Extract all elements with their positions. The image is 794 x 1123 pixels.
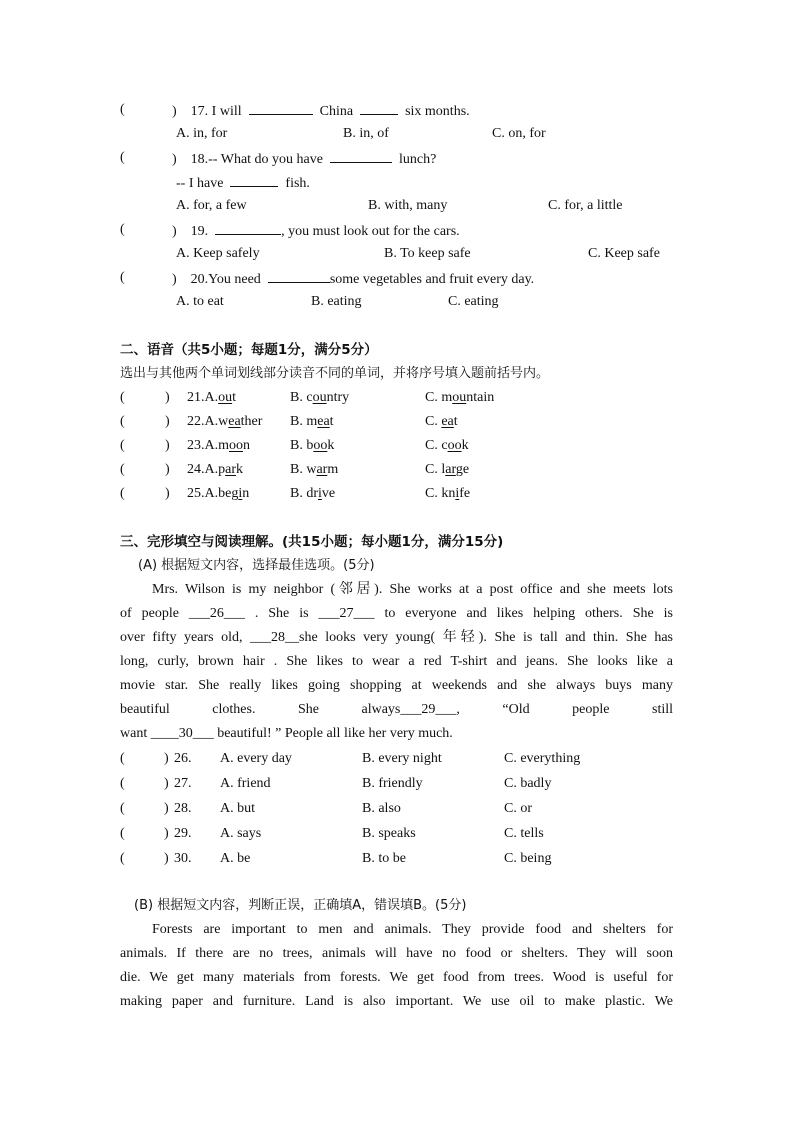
answer-paren-open: ( (120, 150, 125, 165)
question-17 (120, 100, 125, 120)
question-20-stem (172, 268, 534, 290)
question-20-text: 20.You need (190, 272, 261, 287)
option-c (425, 484, 470, 504)
option-suffix: t (232, 390, 237, 405)
option-b: B. every night (362, 751, 442, 766)
underlined-sound: ea (441, 414, 454, 429)
passage-line: animals. If there are no trees, animals will have no food or shelters. They will soon (120, 946, 673, 961)
answer-paren-open: ( (120, 102, 125, 117)
option-b: B. friendly (362, 776, 423, 791)
underlined-sound: ea (317, 414, 330, 429)
answer-paren-close: ) (172, 104, 177, 119)
option-a: A. but (220, 801, 255, 816)
option-suffix: t (329, 414, 334, 429)
option-b: B. with, many (368, 198, 448, 213)
underlined-sound: ou (312, 390, 327, 405)
option-prefix: B. b (290, 438, 314, 453)
option-prefix: 23.A.m (187, 438, 229, 453)
blank (230, 172, 278, 187)
section-title: 二、语音（共5小题；每题1分，满分5分） (120, 342, 378, 358)
option-c: C. everything (504, 751, 581, 766)
option-b (290, 484, 335, 504)
underlined-sound: ea (228, 414, 241, 429)
option-prefix: 21.A. (187, 390, 219, 405)
option-a: A. in, for (176, 126, 228, 141)
blank (249, 100, 313, 115)
option-prefix: B. c (290, 390, 313, 405)
question-18-stem (172, 148, 436, 170)
option-suffix: t (453, 414, 458, 429)
answer-paren-close: ) (165, 414, 170, 429)
question-17-text: six months. (405, 104, 470, 119)
question-19-text: 19. (190, 224, 209, 239)
option-a: A. be (220, 851, 251, 866)
part-b-title: (B) 根据短文内容，判断正误，正确填A，错误填B。(5分) (134, 898, 467, 913)
question-19-text: , you must look out for the cars. (281, 224, 460, 239)
option-b (290, 388, 349, 408)
option-c: C. or (504, 801, 532, 816)
question-20-text: some vegetables and fruit every day. (329, 272, 535, 287)
option-prefix: 25.A.beg (187, 486, 239, 501)
option-b: B. to be (362, 851, 406, 866)
passage-line: want ____30___ beautiful! ” People all like her very much. (120, 726, 453, 741)
option-c: C. eating (448, 294, 499, 309)
option-suffix: k (327, 438, 335, 453)
blank (330, 148, 392, 163)
blank (268, 268, 330, 283)
option-b: B. eating (311, 294, 362, 309)
question-18-reply (176, 172, 310, 194)
answer-paren-open: ( (120, 486, 125, 501)
option-prefix: 24.A.p (187, 462, 226, 477)
answer-paren-open: ( (120, 222, 125, 237)
option-c (425, 460, 469, 480)
option-suffix: k (461, 438, 469, 453)
question-number: 28. (174, 801, 192, 816)
option-b (290, 412, 334, 432)
option-a: A. Keep safely (176, 246, 260, 261)
answer-paren-close: ) (164, 776, 169, 791)
option-c: C. being (504, 851, 552, 866)
answer-paren-open: ( (120, 462, 125, 477)
option-prefix: C. kn (425, 486, 456, 501)
answer-paren-open: ( (120, 826, 125, 841)
underlined-sound: oo (447, 438, 462, 453)
answer-paren-open: ( (120, 801, 125, 816)
passage-line: Mrs. Wilson is my neighbor (邻居). She works at a post office and she meets lots (152, 582, 673, 597)
option-b (290, 436, 334, 456)
option-a (187, 436, 250, 456)
answer-paren-close: ) (165, 390, 170, 405)
option-c (425, 436, 469, 456)
reply-text: fish. (285, 176, 310, 191)
blank (360, 100, 398, 115)
option-suffix: m (327, 462, 339, 477)
answer-paren-open: ( (120, 414, 125, 429)
option-prefix: C. m (425, 390, 453, 405)
answer-paren-close: ) (164, 826, 169, 841)
answer-paren-open: ( (120, 751, 125, 766)
option-prefix: 22.A.w (187, 414, 229, 429)
underlined-sound: i (455, 486, 460, 501)
answer-paren-close: ) (172, 272, 177, 287)
answer-paren-close: ) (164, 851, 169, 866)
option-b: B. also (362, 801, 401, 816)
underlined-sound: ou (218, 390, 233, 405)
section-title: 三、完形填空与阅读理解。(共15小题；每小题1分，满分15分) (120, 534, 504, 550)
option-a: A. for, a few (176, 198, 247, 213)
answer-paren-close: ) (165, 486, 170, 501)
passage-line: of people ___26___ . She is ___27___ to everyone and likes helping others. She is (120, 606, 673, 621)
option-suffix: ther (240, 414, 263, 429)
passage-line: over fifty years old, ___28__she looks very young( 年轻). She is tall and thin. She has (120, 630, 673, 645)
underlined-sound: ou (452, 390, 467, 405)
option-prefix: C. c (425, 438, 448, 453)
answer-paren-close: ) (172, 224, 177, 239)
passage-line: movie star. She really likes going shopping at weekends and she always buys many (120, 678, 673, 693)
answer-paren-close: ) (164, 801, 169, 816)
answer-paren-open: ( (120, 851, 125, 866)
option-b: B. To keep safe (384, 246, 471, 261)
option-suffix: ntain (466, 390, 495, 405)
underlined-sound: i (318, 486, 322, 501)
answer-paren-open: ( (120, 438, 125, 453)
option-suffix: ntry (326, 390, 350, 405)
underlined-sound: ar (225, 462, 237, 477)
answer-paren-close: ) (164, 751, 169, 766)
option-suffix: fe (459, 486, 471, 501)
option-c (425, 412, 458, 432)
option-prefix: B. dr (290, 486, 318, 501)
answer-paren-open: ( (120, 270, 125, 285)
option-suffix: k (236, 462, 244, 477)
underlined-sound: oo (229, 438, 243, 453)
question-17-text: 17. I will (190, 104, 242, 119)
option-suffix: ge (455, 462, 470, 477)
answer-paren-open: ( (120, 776, 125, 791)
option-a (187, 412, 262, 432)
option-prefix: B. m (290, 414, 318, 429)
passage-line: beautiful clothes. She always___29___, “Old people still (120, 702, 673, 717)
passage-line: making paper and furniture. Land is also important. We use oil to make plastic. We (120, 994, 673, 1009)
option-a (187, 388, 236, 408)
option-a (187, 460, 243, 480)
option-c: C. tells (504, 826, 544, 841)
option-c: C. on, for (492, 126, 546, 141)
option-suffix: ve (321, 486, 336, 501)
question-18-text: 18.-- What do you have (190, 152, 323, 167)
option-c (425, 388, 494, 408)
passage-line: long, curly, brown hair . She likes to wear a red T-shirt and jeans. She looks like a (120, 654, 673, 669)
option-prefix: C. l (425, 462, 446, 477)
question-number: 30. (174, 851, 192, 866)
question-17-text: China (319, 104, 354, 119)
option-c: C. badly (504, 776, 552, 791)
answer-paren-close: ) (165, 462, 170, 477)
question-17-stem (172, 100, 470, 122)
option-a: A. friend (220, 776, 271, 791)
blank (215, 220, 281, 235)
question-19-stem (172, 220, 460, 242)
question-number: 27. (174, 776, 192, 791)
question-18-text: lunch? (399, 152, 437, 167)
underlined-sound: ar (316, 462, 328, 477)
passage-line: die. We get many materials from forests. We get food from trees. Wood is useful for (120, 970, 673, 985)
underlined-sound: ar (445, 462, 456, 477)
option-c: C. Keep safe (588, 246, 660, 261)
section-instruction: 选出与其他两个单词划线部分读音不同的单词，并将序号填入题前括号内。 (120, 366, 550, 381)
option-prefix: B. w (290, 462, 317, 477)
option-suffix: n (243, 438, 250, 453)
option-b (290, 460, 338, 480)
underlined-sound: oo (313, 438, 328, 453)
option-b: B. in, of (343, 126, 389, 141)
passage-line: Forests are important to men and animals. They provide food and shelters for (152, 922, 673, 937)
question-number: 29. (174, 826, 192, 841)
option-b: B. speaks (362, 826, 416, 841)
answer-paren-close: ) (165, 438, 170, 453)
question-number: 26. (174, 751, 192, 766)
option-suffix: n (242, 486, 250, 501)
answer-paren-open: ( (120, 390, 125, 405)
part-a-title: (A) 根据短文内容，选择最佳选项。(5分) (138, 558, 375, 573)
option-a: A. says (220, 826, 262, 841)
option-c: C. for, a little (548, 198, 623, 213)
underlined-sound: i (238, 486, 243, 501)
option-prefix: C. (425, 414, 442, 429)
answer-paren-close: ) (172, 152, 177, 167)
reply-text: -- I have (176, 176, 224, 191)
option-a (187, 484, 249, 504)
option-a: A. to eat (176, 294, 224, 309)
option-a: A. every day (220, 751, 292, 766)
